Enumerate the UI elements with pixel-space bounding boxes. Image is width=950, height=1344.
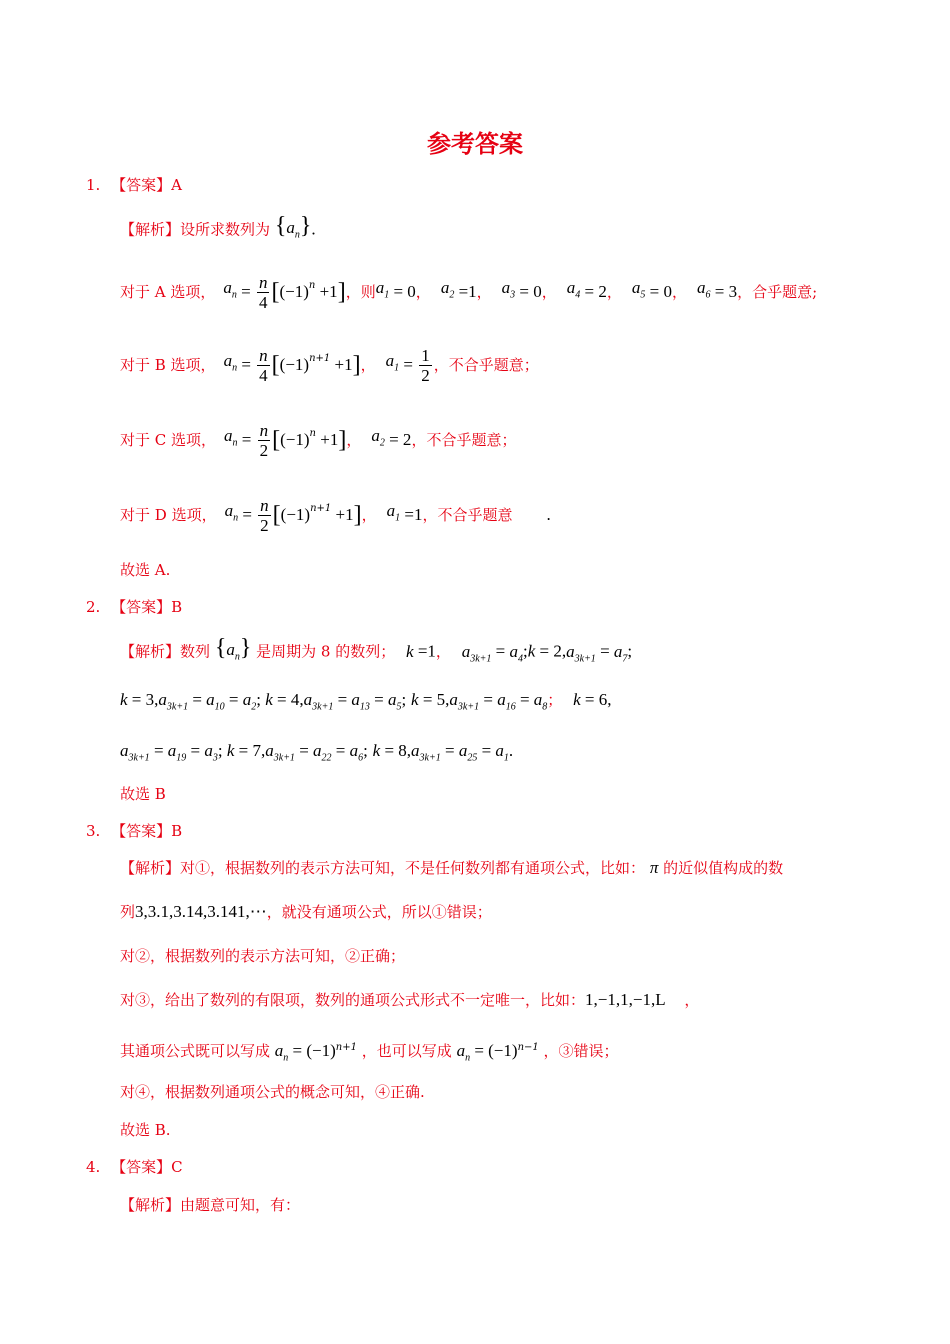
q1-answer-label: 【答案】 — [111, 176, 172, 194]
q3-analysis-line2: 列3,3.1,3.14,3.141,⋯，就没有通项公式，所以①错误； — [120, 902, 492, 921]
q2-formula-line1: k — [406, 641, 414, 661]
q1-option-c: 对于 C 选项， $a_n$ = $\frac{n}{2}$ [ (−1) $^n$ +1 ] ， $a_2$ = 2 ，不合乎题意； — [120, 420, 517, 460]
q3-analysis-line1: 【解析】对①，根据数列的表示方法可知，不是任何数列都有通项公式，比如： π 的近似值构成的数 — [120, 858, 784, 877]
q3-answer-label: 【答案】 — [111, 822, 172, 840]
q1-analysis: 【解析】设所求数列为 $\{a_n\}$. — [120, 213, 316, 241]
q4-header — [86, 1157, 183, 1177]
pi-symbol: π — [649, 858, 659, 877]
q1-opt-a-formula: $a_n$ — [223, 278, 237, 301]
q4-analysis-intro: 由题意可知，有： — [180, 1196, 301, 1214]
q1-opt-b-end: ，不合乎题意； — [433, 356, 539, 374]
q1-opt-a-mid: ，则 — [345, 283, 376, 301]
q3-number: 3. — [86, 822, 101, 840]
q1-conclusion: 故选 A. — [120, 561, 171, 579]
q3-answer: B — [171, 822, 183, 840]
q1-opt-d-value: $a_1$ — [386, 501, 401, 524]
q3-analysis-line4: 对③，给出了数列的有限项，数列的通项公式形式不一定唯一，比如：1,−1,1,−1,L ， — [120, 990, 700, 1009]
q4-answer: C — [171, 1158, 183, 1176]
page-title: 参考答案 — [427, 130, 523, 158]
q1-option-a: 对于 A 选项， $a_n$ = $\frac{n}{4}$ [ (−1) $^n$ +1 ] ，则 $a_1$ = 0 ， $a_2$ =1 ， $a_3$ = 0 ， $a_4$ = 2 ， $a_5$ = 0 ， $a_6$ = 3 ，合乎题意; — [120, 272, 818, 312]
q1-answer: A — [171, 176, 182, 194]
q2-formula-line2: $k = 3,a_{3k+1} = a_{10} = a_2$; $k = 4,a_{3k+1} = a_{13} = a_5$; $k = 5,a_{3k+1} = a_{16} = a_8$； k = 6, — [120, 690, 612, 713]
q1-opt-b-value: $a_1$ — [385, 351, 400, 374]
q3-conclusion: 故选 B. — [120, 1121, 171, 1139]
q2-header — [86, 597, 182, 617]
q1-seq-formula: $\{a_n\}$ — [274, 213, 312, 241]
q1-opt-d-label: 对于 D 选项， — [120, 506, 217, 524]
q1-opt-d-formula: $a_n$ — [224, 501, 239, 524]
q1-opt-d-end: ，不合乎题意 — [422, 506, 513, 524]
q4-analysis-label: 【解析】 — [120, 1196, 181, 1214]
q2-conclusion: 故选 B — [120, 785, 166, 803]
q1-option-d: 对于 D 选项， $a_n$ = $\frac{n}{2}$ [ (−1) $^{n+1}$ +1 ] ， $a_1$ =1 ，不合乎题意 . — [120, 495, 551, 535]
q3-header — [86, 821, 182, 841]
q1-opt-b-label: 对于 B 选项， — [120, 356, 216, 374]
q1-opt-c-value: $a_2$ — [371, 426, 385, 449]
q1-number: 1. — [86, 176, 101, 194]
q1-opt-a-label: 对于 A 选项， — [120, 283, 216, 301]
q1-opt-c-formula: $a_n$ — [224, 426, 238, 449]
q1-opt-a-end: ，合乎题意; — [737, 283, 818, 301]
q1-opt-a-fraction: $\frac{n}{4}$ — [258, 272, 268, 312]
q1-opt-b-formula: $a_n$ — [223, 351, 238, 374]
q3-analysis-line3: 对②，根据数列的表示方法可知，②正确； — [120, 947, 406, 965]
q3-analysis-line6: 对④，根据数列通项公式的概念可知，④正确. — [120, 1083, 425, 1101]
q1-opt-c-label: 对于 C 选项， — [120, 431, 217, 449]
q2-analysis-intro2: 是周期为 8 的数列； — [256, 642, 396, 661]
q3-analysis-line5: 其通项公式既可以写成 $a_n = (-1)^{n+1}$ ，也可以写成 $a_n = (-1)^{n-1}$ ，③错误； — [120, 1041, 619, 1064]
q1-analysis-label: 【解析】 — [120, 220, 181, 239]
q1-opt-c-end: ，不合乎题意； — [411, 431, 517, 449]
q2-number: 2. — [86, 598, 101, 616]
q1-header — [86, 175, 182, 195]
q4-number: 4. — [86, 1158, 101, 1176]
q2-answer: B — [171, 598, 183, 616]
q1-analysis-intro: 设所求数列为 — [180, 220, 271, 239]
q2-analysis-intro: 数列 — [180, 642, 211, 661]
q2-analysis: 【解析】数列 $\{a_n\}$ 是周期为 8 的数列； k =1， $a_{3k+1}$ = $a_4;k = 2,a_{3k+1} = a_7$; — [120, 635, 633, 665]
q2-answer-label: 【答案】 — [111, 598, 172, 616]
q2-formula-line3: $a_{3k+1} = a_{19} = a_3$; $k = 7,a_{3k+1} = a_{22} = a_6$; $k = 8,a_{3k+1} = a_{25} = a_1$. — [120, 741, 514, 764]
q2-analysis-label: 【解析】 — [120, 642, 181, 661]
q4-analysis — [120, 1195, 300, 1215]
q1-option-b: 对于 B 选项， $a_n$ = $\frac{n}{4}$ [ (−1) $^{n+1}$ +1 ] ， $a_1$ = $\frac{1}{2}$ ，不合乎题意； — [120, 345, 539, 385]
q4-answer-label: 【答案】 — [111, 1158, 172, 1176]
q3-analysis-label: 【解析】 — [120, 859, 181, 877]
q1-opt-a-values: $a_1$ — [375, 278, 390, 301]
